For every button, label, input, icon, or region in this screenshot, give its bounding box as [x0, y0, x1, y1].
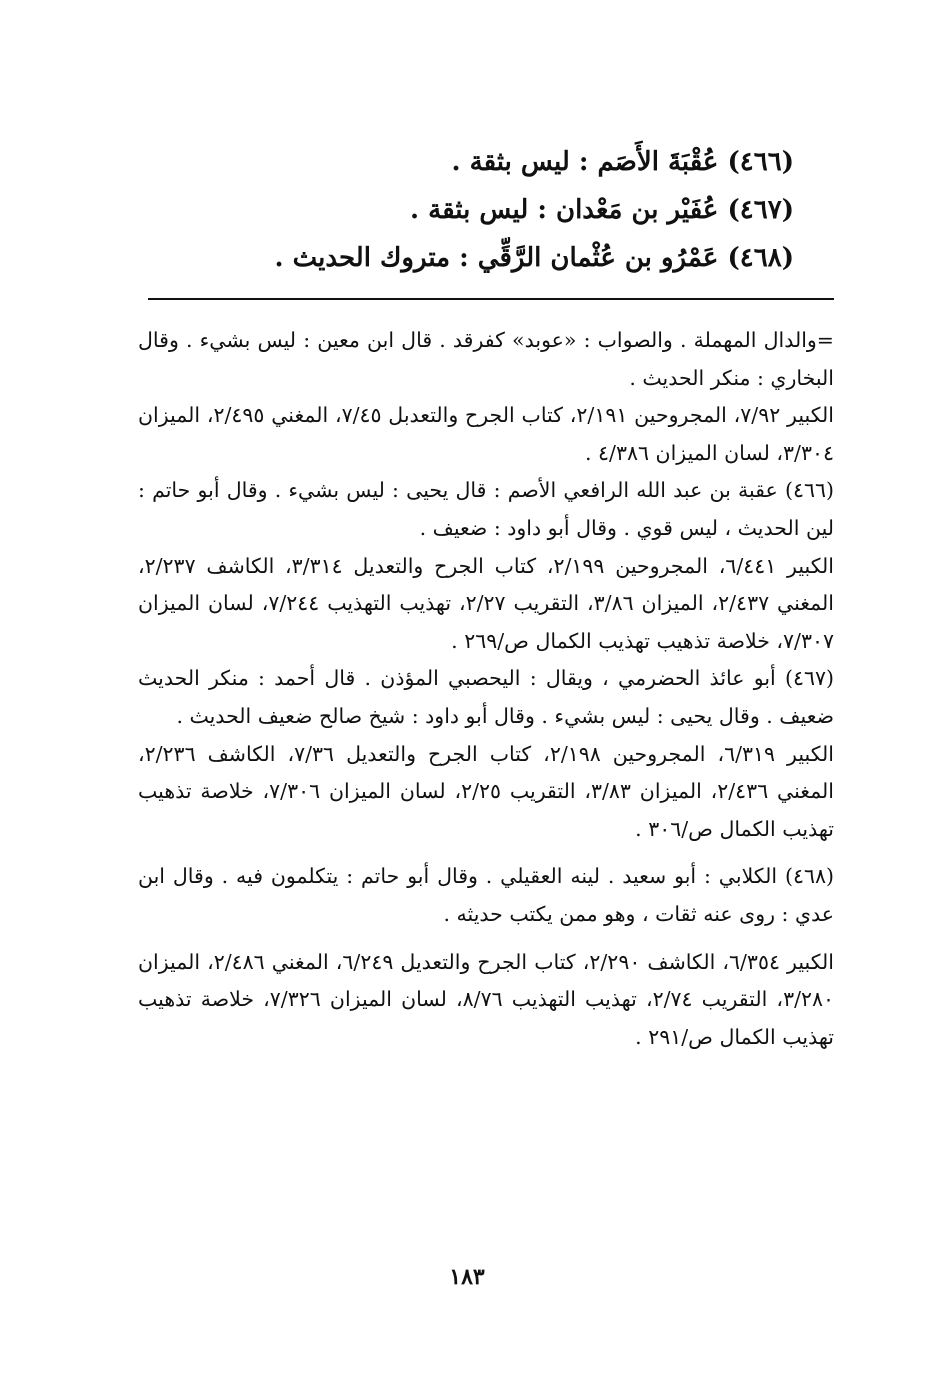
footnotes: [138, 322, 834, 1056]
footnote-466-references: الكبير ٦/٤٤١، المجروحين ٢/١٩٩، كتاب الجرح والتعديل ٣/٣١٤، الكاشف ٢/٢٣٧، المغني ٢/٤٣٧، الميزان ٣/٨٦، التقريب ٢/٢٧، تهذيب التهذيب ٧/٢٤٤، لسان الميزان ٧/٣٠٧، خلاصة تذهيب تهذيب الكمال ص/٢٦٩ .: [138, 553, 834, 653]
footnote-468: (٤٦٨) الكلابي : أبو سعيد . لينه العقيلي . وقال أبو حاتم : يتكلمون فيه . وقال ابن عدي : روى عنه ثقات ، وهو ممن يكتب حديثه .: [138, 864, 834, 926]
footnote-references: الكبير ٧/٩٢، المجروحين ٢/١٩١، كتاب الجرح والتعدبل ٧/٤٥، المغني ٢/٤٩٥، الميزان ٣/٣٠٤، لسان الميزان ٤/٣٨٦ .: [138, 403, 834, 465]
footnote-468-references: الكبير ٦/٣٥٤، الكاشف ٢/٢٩٠، كتاب الجرح والتعديل ٦/٢٤٩، المغني ٢/٤٨٦، الميزان ٣/٢٨٠، التقريب ٢/٧٤، تهذيب التهذيب ٨/٧٦، لسان الميزان ٧/٣٢٦، خلاصة تذهيب تهذيب الكمال ص/٢٩١ .: [138, 949, 835, 1049]
footnote-divider: [148, 298, 834, 300]
entry-467: (٤٦٧) عُفَيْر بن مَعْدان : ليس بثقة .: [410, 195, 794, 225]
footnote-continuation: =والدال المهملة . والصواب : «عوبد» كفرقد . قال ابن معين : ليس بشيء . وقال البخاري : منكر الحديث .: [138, 328, 834, 390]
footnote-466: (٤٦٦) عقبة بن عبد الله الرافعي الأصم : قال يحيى : ليس بشيء . وقال أبو حاتم : لين الحديث ، ليس قوي . وقال أبو داود : ضعيف .: [138, 478, 834, 540]
footnote-467-references: الكبير ٦/٣١٩، المجروحين ٢/١٩٨، كتاب الجرح والتعديل ٧/٣٦، الكاشف ٢/٢٣٦، المغني ٢/٤٣٦، الميزان ٣/٨٣، التقريب ٢/٢٥، لسان الميزان ٧/٣٠٦، خلاصة تذهيب تهذيب الكمال ص/٣٠٦ .: [138, 741, 834, 841]
footnote-467: (٤٦٧) أبو عائذ الحضرمي ، ويقال : اليحصبي المؤذن . قال أحمد : منكر الحديث ضعيف . وقال يحيى : ليس بشيء . وقال أبو داود : شيخ صالح ضعيف الحديث .: [138, 666, 834, 728]
main-entries: [134, 138, 794, 282]
page-number: ١٨٣: [449, 1264, 485, 1290]
entry-468: (٤٦٨) عَمْرُو بن عُثْمان الرَّقِّي : متروك الحديث .: [274, 243, 794, 273]
entry-466: (٤٦٦) عُقْبَةَ الأَصَم : ليس بثقة .: [451, 147, 794, 177]
